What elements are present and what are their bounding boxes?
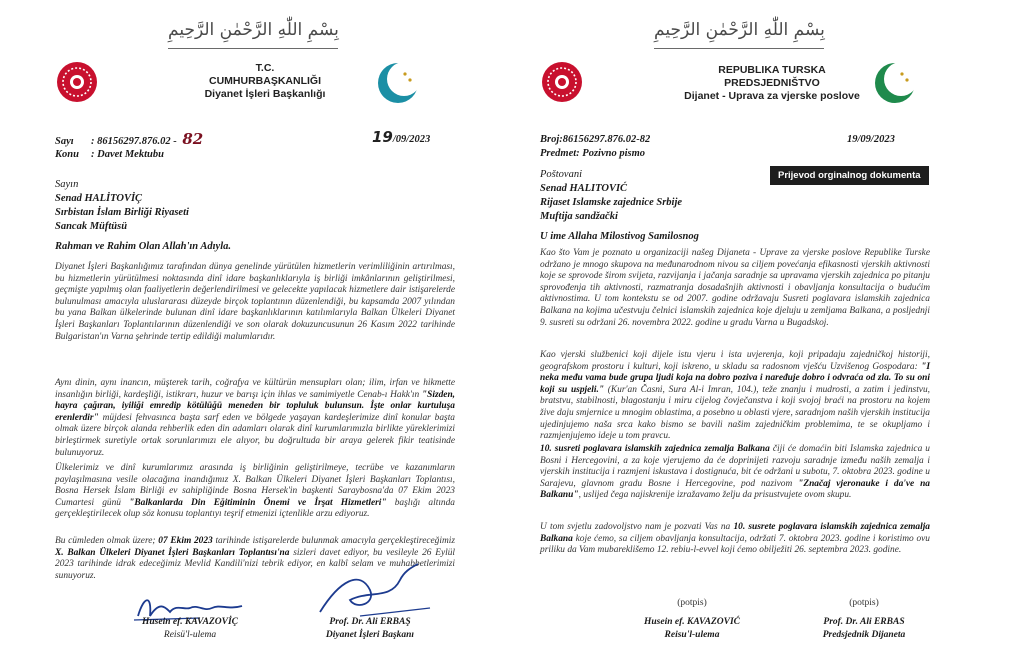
bosnian-translation-letter (512, 0, 1024, 665)
date-row (372, 128, 431, 146)
sayi-label: Sayı (55, 136, 74, 147)
paragraph-3-text-b: başlığı altında gerçekleştirilecek olup söz konusu toplantıyı teşrif etmenizi içtenlikle arzu ediyoruz. (55, 497, 455, 520)
paragraph-3 (540, 444, 930, 502)
recipient-line-1: Poštovani (540, 169, 582, 180)
paragraph-2-text-a: Aynı dinin, aynı inancın, müşterek tarih, coğrafya ve kültürün mensupları olan; ilim, irfan ve hikmette insanlığın birliği, kardeşliği, istikrarı, huzur ve barışı için ihlas ve samimiyetle Cenab-ı Hakk'ın (55, 378, 455, 400)
paragraph-3 (55, 463, 455, 521)
paragraph-2-text-b: (Kur'an Časni, Sura Al-i Imran, 104.), teže znanju i mudrosti, a zatim i jedinstvu, bratstvu, stabilnosti, blagostanju i miru cijelog čovječanstva i koji svojoj braći na prostoru na kojem žive daju smjernice u mnogim oblastima, a posebno u oblasti vjere, saradnjom naših vjerskih institucija ujedinjujemo naša srca kako bismo se bavili našim zajedničkim problemima, te se okupljamo i razmjenjujemo ideje u tom pravcu. (540, 384, 930, 442)
recipient-line-1: Sayın (55, 179, 79, 190)
paragraph-3-text-b: , uslijed čega najiskrenije izražavamo želju da prisustvujete ovom skupu. (578, 490, 852, 501)
paragraph-2 (540, 350, 930, 443)
recipient-block (55, 178, 189, 234)
reference-number: Broj:86156297.876.02-82 (540, 134, 651, 145)
paragraph-2-text-b: müjdesi fehvasınca başta sarf eden ve bölgede yaşayan kardeşlerimize dinî konular başta olmak üzere birçok alanda rehberlik eden din adamları olarak dinî kurumlarımızla birlikte yüreklerimizi birleştirmek suretiyle ortak sorunlarımızı ele alıyor, bu doğrultuda bir araya gelerek fikir teatisinde bulunuyoruz. (55, 412, 455, 458)
paragraph-4-text-a: Bu cümleden olmak üzere; (55, 536, 159, 546)
signatory-2-title: Predsjednik Dijaneta (822, 630, 906, 640)
letterhead-title (652, 64, 892, 103)
letterhead-line-3: Diyanet İşleri Başkanlığı (204, 88, 326, 100)
subject: Predmet: Pozivno pismo (540, 148, 645, 159)
letterhead-line-2: PREDSJEDNIŠTVO (724, 77, 820, 89)
paragraph-4-text-a: U tom svjetlu zadovoljstvo nam je pozvati Vas na (540, 522, 734, 532)
signature-erbas (300, 560, 440, 620)
sayi-value: : 86156297.876.02 - (91, 136, 177, 147)
diyanet-crescent-icon (872, 60, 918, 106)
paragraph-3-text-a: čiji će domaćin biti Islamska zajednica u Bosni i Hercegovini, a za koje vjerujemo da će doprinijeti razvoju saradnje između naših zemalja i vjerskih institucija i razmjeni iskustava i dostignuća, bit će održani u subotu, 7. oktobra 2023. godine u Sarajevu, glavnom gradu Bosne i Hercegovine, pod nazivom (540, 444, 930, 489)
basmala-underline (168, 48, 338, 49)
signatory-2-name: Prof. Dr. Ali ERBAS (823, 617, 905, 627)
paragraph-3-title: "Značaj vjeronauke i da've na Balkanu" (540, 478, 930, 501)
basmala-calligraphy: بِسْمِ اللّٰهِ الرَّحْمٰنِ الرَّحِيمِ (654, 20, 825, 40)
signatory-1-name: Husein ef. KAVAZOVIĆ (644, 617, 740, 627)
letterhead-line-1: T.C. (255, 62, 275, 74)
reference-number-row (55, 130, 204, 148)
presidency-seal-icon (540, 60, 584, 104)
letterhead-title (150, 62, 380, 101)
signatory-2-name: Prof. Dr. Ali ERBAŞ (329, 617, 411, 627)
basmala-calligraphy: بِسْمِ اللّٰهِ الرَّحْمٰنِ الرَّحِيمِ (168, 20, 339, 40)
recipient-line-3: Sırbistan İslam Birliği Riyaseti (55, 207, 189, 218)
letterhead-line-3: Dijanet - Uprava za vjerske poslove (684, 90, 860, 102)
salutation: Rahman ve Rahim Olan Allah'ın Adıyla. (55, 241, 232, 252)
sayi-handwritten-number: 82 (182, 130, 204, 148)
presidency-seal-icon (55, 60, 99, 104)
paragraph-1: Kao što Vam je poznato u organizaciji našeg Dijaneta - Uprave za vjerske poslove Republike Turske održano je mnogo skupova na međunarodnom nivou sa ciljem povećanja efikasnosti vjerskih aktivnosti koje se sprovode širom svijeta, razvijanja i jačanja saradnje sa upravama vjerskih zajednica po pitanju sprovođenja tih aktivnosti, razmatranja dosadašnjih aktivnosti i obavljanja konsultacija o budućim aktivnostima. U tom kontekstu se od 2007. godine održavaju Susreti poglavara islamskih zajednica Balkana na kojima učestvuju čelnici islamskih zajednica koje djeluju u zemljama Balkana, a posljednji 9. susreti su održani 26. novembra 2022. godine u gradu Varna u Bugadskoj. (540, 248, 930, 328)
recipient-block (540, 168, 682, 224)
konu-label: Konu (55, 149, 79, 160)
paragraph-4-event: 10. susrete poglavara islamskih zajednica zemalja Balkana (540, 522, 930, 544)
recipient-line-2: Senad HALİTOVİÇ (55, 193, 143, 204)
paragraph-3-event: 10. susreti poglavara islamskih zajednica zemalja Balkana (540, 444, 770, 454)
paragraph-3-title: "Balkanlarda Din Eğitiminin Önemi ve İrşat Hizmetleri" (129, 497, 387, 508)
signatory-1-title: Reisü'l-ulema (163, 630, 217, 640)
signature-placeholder-2: (potpis) (849, 598, 879, 608)
paragraph-2-quote: "I neka među vama bude grupa ljudi koja na dobro poziva i naređuje dobro i odvraća od zla. To su oni koji su uspjeli." (540, 361, 930, 395)
date: 19/09/2023 (847, 134, 895, 145)
paragraph-4-text-b: koje ćemo, sa ciljem obavljanja konsultacija, održati 7. oktobra 2023. godine i koristimo ovu priliku da Vam mubareklišemo 12. rebiu-l-evvel koji ćemo obilježiti 26. septembra 2023. godine. (540, 533, 930, 556)
paragraph-4-text-c: sizleri davet ediyor, bu vesileyle 26 Eylül 2023 tarihinde idrak edeceğimiz Mevlid Kandili'nizi tebrik ediyor, en kalbî selam ve muhabbetlerimizi sunuyoruz. (55, 547, 455, 581)
paragraph-4-text-b: tarihinde istişarelerde bulunmak amacıyla gerçekleştireceğimiz (212, 536, 455, 546)
paragraph-1: Diyanet İşleri Başkanlığımız tarafından dünya genelinde yürütülen hizmetlerin verimliliğinin artırılması, bu hizmetlerin yürütülmesi noktasında dinî idare başkanlıklarıyla iş birliği imkânlarının geliştirilmesi, geçmişte yapılmış olan faaliyetlerin değerlendirilmesi ve gelecekte yapılacak hizmetlere dair istişarelerde bulunulması amacıyla uluslararası düzeyde birçok toplantının düzenlendiği, bu kapsamda 2007 yılından bu yana Balkan ülkelerinde bulunan dinî idare başkanlıklarının katılımlarıyla Balkan Ülkeleri Diyanet İşleri Başkanları Toplantılarının düzenlendiği ve son olarak dokuzuncusunun 26 Kasım 2022 tarihinde Bulgaristan'ın Varna şehrinde tertip edildiği malumlarıdır. (55, 262, 455, 342)
recipient-line-4: Sancak Müftüsü (55, 221, 128, 232)
paragraph-3-text-a: Ülkelerimiz ve dinî kurumlarımız arasında iş birliğinin geliştirilmeye, tecrübe ve kazanımların paylaşılmasına vesile olacağına inandığımız X. Balkan Ülkeleri Diyanet İşleri Başkanları Toplantısı, Bosna Hersek İslam Birliği ev sahipliğinde Bosna Hersek'in başkenti Saraybosna'da 07 Ekim 2023 Cumartesi günü (55, 463, 455, 508)
paragraph-2-text-a: Kao vjerski službenici koji dijele istu vjeru i ista uvjerenja, koji pripadaju zajedničkoj historiji, geografskom prostoru i kulturi, koji iskreno, u skladu sa radosnom vješću Uzvišenog Gospodara: (540, 350, 930, 372)
recipient-line-3: Rijaset Islamske zajednice Srbije (540, 197, 683, 208)
diyanet-crescent-icon (375, 60, 421, 106)
paragraph-4-event: X. Balkan Ülkeleri Diyanet İşleri Başkanları Toplantısı'na (55, 547, 290, 558)
letterhead-line-2: CUMHURBAŞKANLIĞI (209, 75, 321, 87)
subject-row (55, 148, 164, 161)
paragraph-2 (55, 378, 455, 459)
signature-erbas-scribble (300, 560, 440, 620)
basmala-underline (654, 48, 824, 49)
date-handwritten-day: 19 (372, 128, 393, 146)
translation-badge: Prijevod orginalnog dokumenta (770, 166, 929, 185)
recipient-line-2: Senad HALITOVIĆ (540, 183, 628, 194)
signatory-2-title: Diyanet İşleri Başkanı (325, 630, 415, 640)
signature-placeholder-1: (potpis) (677, 598, 707, 608)
paragraph-4 (540, 522, 930, 557)
signatory-1-name: Husein ef. KAVAZOVİÇ (142, 617, 238, 627)
date-rest: /09/2023 (392, 134, 431, 145)
signatory-1-title: Reisu'l-ulema (664, 630, 720, 640)
salutation: U ime Allaha Milostivog Samilosnog (540, 231, 699, 242)
recipient-line-4: Muftija sandžački (540, 211, 618, 222)
paragraph-4-date: 07 Ekim 2023 (158, 536, 213, 546)
konu-value: : Davet Mektubu (91, 149, 164, 160)
letterhead-line-1: REPUBLIKA TURSKA (718, 64, 826, 76)
paragraph-2-quote: "Sizden, hayra çağıran, iyiliği emredip kötülüğü meneden bir topluluk bulunsun. İşte onlar kurtuluşa erenlerdir" (55, 389, 455, 423)
